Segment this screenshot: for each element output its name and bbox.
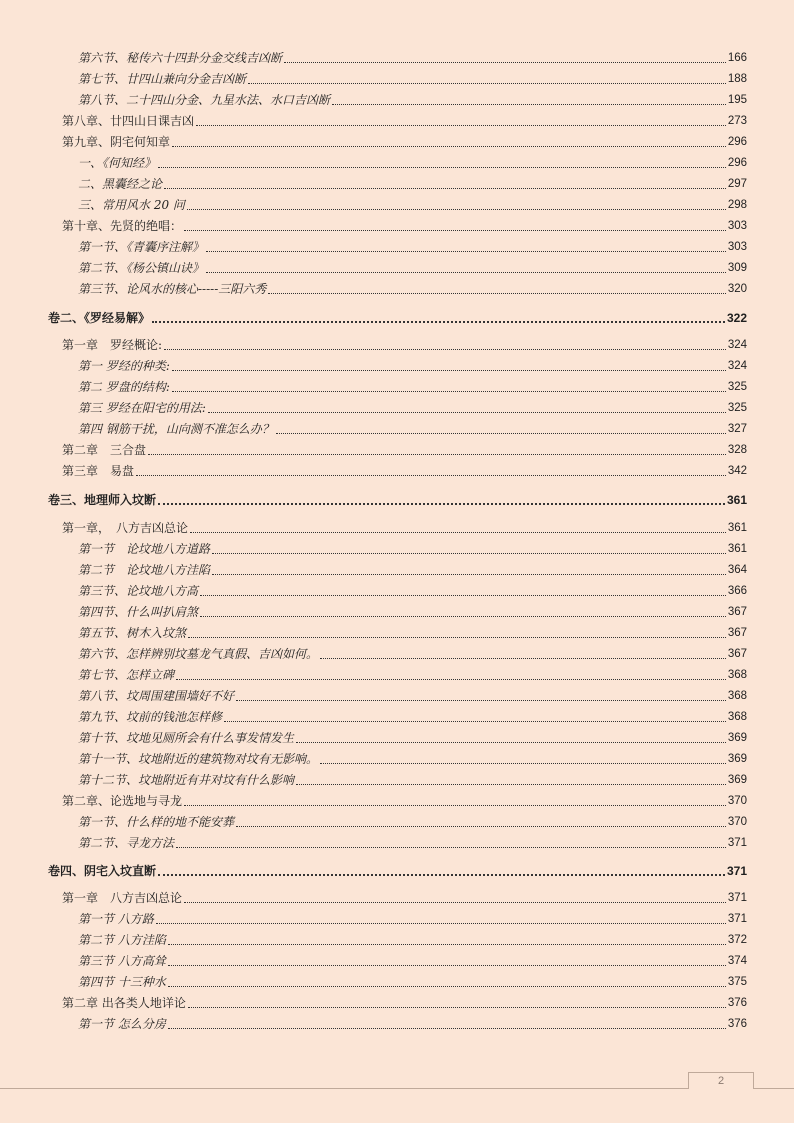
toc-entry-page: 327 (727, 423, 747, 435)
toc-entry-page: 366 (727, 585, 747, 597)
toc-entry-label: 第六节、秘传六十四卦分金交线吉凶断 (78, 51, 283, 65)
toc-dot-leader (212, 552, 726, 554)
toc-entry-label: 第一节、什么样的地不能安葬 (78, 815, 235, 829)
toc-entry-label: 第三节、论风水的核心-----三阳六秀 (78, 282, 267, 296)
toc-dot-leader (236, 825, 726, 827)
toc-section-entry[interactable] (78, 422, 747, 437)
toc-volume-entry[interactable] (48, 311, 747, 326)
toc-entry-label: 第四节、什么叫扒肩煞 (78, 605, 199, 619)
toc-section-entry[interactable] (78, 177, 747, 192)
toc-dot-leader (176, 846, 726, 848)
toc-dot-leader (296, 783, 726, 785)
toc-entry-label: 第二节、寻龙方法 (78, 836, 175, 850)
toc-section-entry[interactable] (78, 401, 747, 416)
toc-dot-leader (268, 292, 726, 294)
toc-entry-page: 371 (726, 864, 747, 878)
toc-entry-label: 第十一节、坟地附近的建筑物对坟有无影响。 (78, 752, 319, 766)
toc-entry-page: 371 (727, 913, 747, 925)
toc-dot-leader (148, 453, 726, 455)
toc-entry-page: 303 (727, 241, 747, 253)
toc-entry-page: 368 (727, 711, 747, 723)
toc-dot-leader (158, 166, 726, 168)
toc-entry-label: 卷二、《罗经易解》 (48, 311, 151, 325)
toc-entry-page: 374 (727, 955, 747, 967)
toc-entry-page: 369 (727, 753, 747, 765)
toc-section-entry[interactable] (78, 836, 747, 851)
toc-entry-label: 第一节 怎么分房 (78, 1017, 166, 1031)
toc-chapter-entry[interactable] (62, 135, 747, 150)
toc-section-entry[interactable] (78, 156, 747, 171)
toc-entry-page: 367 (727, 648, 747, 660)
toc-dot-leader (168, 943, 726, 945)
toc-entry-label: 一、《何知经》 (78, 156, 157, 170)
toc-section-entry[interactable] (78, 626, 747, 641)
toc-entry-label: 第一节 八方路 (78, 912, 154, 926)
toc-entry-label: 第三 罗经在阳宅的用法: (78, 401, 206, 415)
toc-entry-label: 第二 罗盘的结构: (78, 380, 170, 394)
toc-entry-label: 第四 钢筋干扰，山向测不准怎么办？ (78, 422, 274, 436)
toc-entry-label: 第七节、怎样立碑 (78, 668, 175, 682)
toc-entry-label: 第一节 论坟地八方道路 (78, 542, 211, 556)
toc-section-entry[interactable] (78, 933, 747, 948)
toc-dot-leader (187, 208, 726, 210)
toc-entry-page: 324 (727, 360, 747, 372)
toc-entry-label: 第十章、先贤的绝唱： (62, 219, 183, 233)
toc-entry-label: 第十节、坟地见厕所会有什么事发情发生 (78, 731, 295, 745)
toc-entry-label: 第八节、二十四山分金、九星水法、水口吉凶断 (78, 93, 331, 107)
toc-entry-label: 第五节、树木入坟煞 (78, 626, 187, 640)
toc-dot-leader (206, 250, 726, 252)
toc-dot-leader (224, 720, 726, 722)
page-number: 2 (688, 1072, 754, 1089)
toc-entry-page: 309 (727, 262, 747, 274)
toc-entry-label: 第二节、《杨公镇山诀》 (78, 261, 205, 275)
toc-section-entry[interactable] (78, 359, 747, 374)
toc-dot-leader (158, 502, 725, 505)
toc-dot-leader (168, 1027, 726, 1029)
toc-chapter-entry[interactable] (62, 891, 747, 906)
toc-dot-leader (164, 187, 726, 189)
toc-entry-page: 296 (727, 136, 747, 148)
toc-chapter-entry[interactable] (62, 521, 747, 536)
toc-section-entry[interactable] (78, 1017, 747, 1032)
toc-entry-label: 第八章、廿四山日课吉凶 (62, 114, 195, 128)
toc-section-entry[interactable] (78, 710, 747, 725)
toc-entry-page: 369 (727, 732, 747, 744)
toc-chapter-entry[interactable] (62, 219, 747, 234)
toc-volume-entry[interactable] (48, 864, 747, 879)
toc-dot-leader (190, 531, 726, 533)
toc-entry-label: 第一章 八方吉凶总论 (62, 891, 183, 905)
toc-dot-leader (212, 573, 726, 575)
toc-entry-page: 324 (727, 339, 747, 351)
toc-section-entry[interactable] (78, 752, 747, 767)
toc-entry-label: 第九节、坟前的钱池怎样修 (78, 710, 223, 724)
toc-entry-page: 322 (726, 311, 747, 325)
toc-section-entry[interactable] (78, 51, 747, 66)
toc-dot-leader (248, 82, 726, 84)
toc-section-entry[interactable] (78, 815, 747, 830)
toc-dot-leader (176, 678, 726, 680)
toc-dot-leader (172, 390, 726, 392)
toc-section-entry[interactable] (78, 605, 747, 620)
toc-chapter-entry[interactable] (62, 996, 747, 1011)
toc-entry-label: 第六节、怎样辨别坟墓龙气真假、吉凶如何。 (78, 647, 319, 661)
toc-entry-label: 二、黑囊经之论 (78, 177, 163, 191)
toc-dot-leader (168, 985, 726, 987)
toc-dot-leader (164, 348, 726, 350)
toc-entry-label: 第二章、论选地与寻龙 (62, 794, 183, 808)
footer-divider (0, 1088, 794, 1089)
toc-dot-leader (168, 964, 726, 966)
toc-dot-leader (276, 432, 726, 434)
toc-entry-page: 328 (727, 444, 747, 456)
toc-dot-leader (196, 124, 726, 126)
toc-section-entry[interactable] (78, 240, 747, 255)
toc-entry-label: 第三节、论坟地八方高 (78, 584, 199, 598)
toc-dot-leader (296, 741, 726, 743)
toc-dot-leader (188, 636, 726, 638)
toc-entry-page: 370 (727, 816, 747, 828)
toc-entry-page: 371 (727, 837, 747, 849)
toc-entry-label: 第二章 出各类人地详论 (62, 996, 186, 1010)
toc-entry-label: 第一节、《青囊序注解》 (78, 240, 205, 254)
toc-entry-page: 367 (727, 627, 747, 639)
toc-entry-page: 361 (727, 522, 747, 534)
toc-entry-page: 372 (727, 934, 747, 946)
toc-entry-label: 第二节 论坟地八方洼陷 (78, 563, 211, 577)
toc-entry-page: 273 (727, 115, 747, 127)
toc-chapter-entry[interactable] (62, 443, 747, 458)
toc-entry-page: 296 (727, 157, 747, 169)
toc-entry-page: 376 (727, 1018, 747, 1030)
toc-section-entry[interactable] (78, 563, 747, 578)
toc-dot-leader (332, 103, 726, 105)
toc-chapter-entry[interactable] (62, 794, 747, 809)
toc-entry-page: 375 (727, 976, 747, 988)
toc-entry-page: 368 (727, 690, 747, 702)
toc-entry-page: 195 (727, 94, 747, 106)
toc-section-entry[interactable] (78, 689, 747, 704)
toc-entry-page: 367 (727, 606, 747, 618)
toc-dot-leader (184, 901, 726, 903)
toc-dot-leader (156, 922, 726, 924)
toc-entry-page: 361 (727, 543, 747, 555)
toc-entry-page: 325 (727, 381, 747, 393)
toc-section-entry[interactable] (78, 773, 747, 788)
toc-entry-label: 第三章 易盘 (62, 464, 135, 478)
toc-section-entry[interactable] (78, 72, 747, 87)
toc-entry-page: 325 (727, 402, 747, 414)
toc-section-entry[interactable] (78, 647, 747, 662)
toc-section-entry[interactable] (78, 380, 747, 395)
toc-entry-label: 三、常用风水 20 问 (78, 198, 185, 212)
toc-dot-leader (172, 369, 726, 371)
toc-entry-page: 371 (727, 892, 747, 904)
toc-entry-page: 320 (727, 283, 747, 295)
toc-dot-leader (320, 762, 726, 764)
toc-entry-label: 第二章 三合盘 (62, 443, 147, 457)
toc-entry-label: 第十二节、坟地附近有井对坟有什么影响 (78, 773, 295, 787)
toc-dot-leader (158, 873, 725, 876)
toc-section-entry[interactable] (78, 584, 747, 599)
toc-dot-leader (184, 804, 726, 806)
toc-entry-page: 369 (727, 774, 747, 786)
toc-entry-label: 第七节、廿四山兼向分金吉凶断 (78, 72, 247, 86)
toc-entry-page: 297 (727, 178, 747, 190)
toc-dot-leader (284, 61, 726, 63)
toc-section-entry[interactable] (78, 261, 747, 276)
toc-section-entry[interactable] (78, 731, 747, 746)
toc-dot-leader (172, 145, 726, 147)
toc-section-entry[interactable] (78, 542, 747, 557)
toc-entry-label: 第三节 八方高耸 (78, 954, 166, 968)
toc-entry-label: 卷四、阴宅入坟直断 (48, 864, 157, 878)
toc-entry-label: 第一章， 八方吉凶总论 (62, 521, 189, 535)
toc-entry-label: 第一章 罗经概论: (62, 338, 163, 352)
toc-dot-leader (188, 1006, 726, 1008)
toc-chapter-entry[interactable] (62, 114, 747, 129)
toc-entry-page: 370 (727, 795, 747, 807)
toc-entry-page: 298 (727, 199, 747, 211)
toc-dot-leader (206, 271, 726, 273)
toc-dot-leader (152, 320, 725, 323)
toc-section-entry[interactable] (78, 954, 747, 969)
toc-dot-leader (236, 699, 726, 701)
toc-entry-label: 第九章、阴宅何知章 (62, 135, 171, 149)
toc-entry-page: 364 (727, 564, 747, 576)
toc-entry-label: 第八节、坟周围建围墙好不好 (78, 689, 235, 703)
toc-entry-page: 188 (727, 73, 747, 85)
toc-entry-label: 第二节 八方洼陷 (78, 933, 166, 947)
toc-entry-page: 368 (727, 669, 747, 681)
toc-section-entry[interactable] (78, 975, 747, 990)
toc-chapter-entry[interactable] (62, 338, 747, 353)
toc-volume-entry[interactable] (48, 493, 747, 508)
toc-dot-leader (200, 615, 726, 617)
toc-dot-leader (136, 474, 726, 476)
toc-dot-leader (208, 411, 726, 413)
toc-entry-page: 376 (727, 997, 747, 1009)
toc-section-entry[interactable] (78, 93, 747, 108)
toc-section-entry[interactable] (78, 912, 747, 927)
toc-entry-page: 303 (727, 220, 747, 232)
toc-section-entry[interactable] (78, 668, 747, 683)
toc-entry-page: 361 (726, 493, 747, 507)
toc-dot-leader (184, 229, 726, 231)
toc-dot-leader (200, 594, 726, 596)
toc-dot-leader (320, 657, 726, 659)
toc-entry-label: 第一 罗经的种类: (78, 359, 170, 373)
toc-section-entry[interactable] (78, 198, 747, 213)
toc-section-entry[interactable] (78, 282, 747, 297)
toc-entry-page: 166 (727, 52, 747, 64)
toc-entry-label: 第四节 十三种水 (78, 975, 166, 989)
toc-entry-page: 342 (727, 465, 747, 477)
toc-entry-label: 卷三、地理师入坟断 (48, 493, 157, 507)
toc-chapter-entry[interactable] (62, 464, 747, 479)
